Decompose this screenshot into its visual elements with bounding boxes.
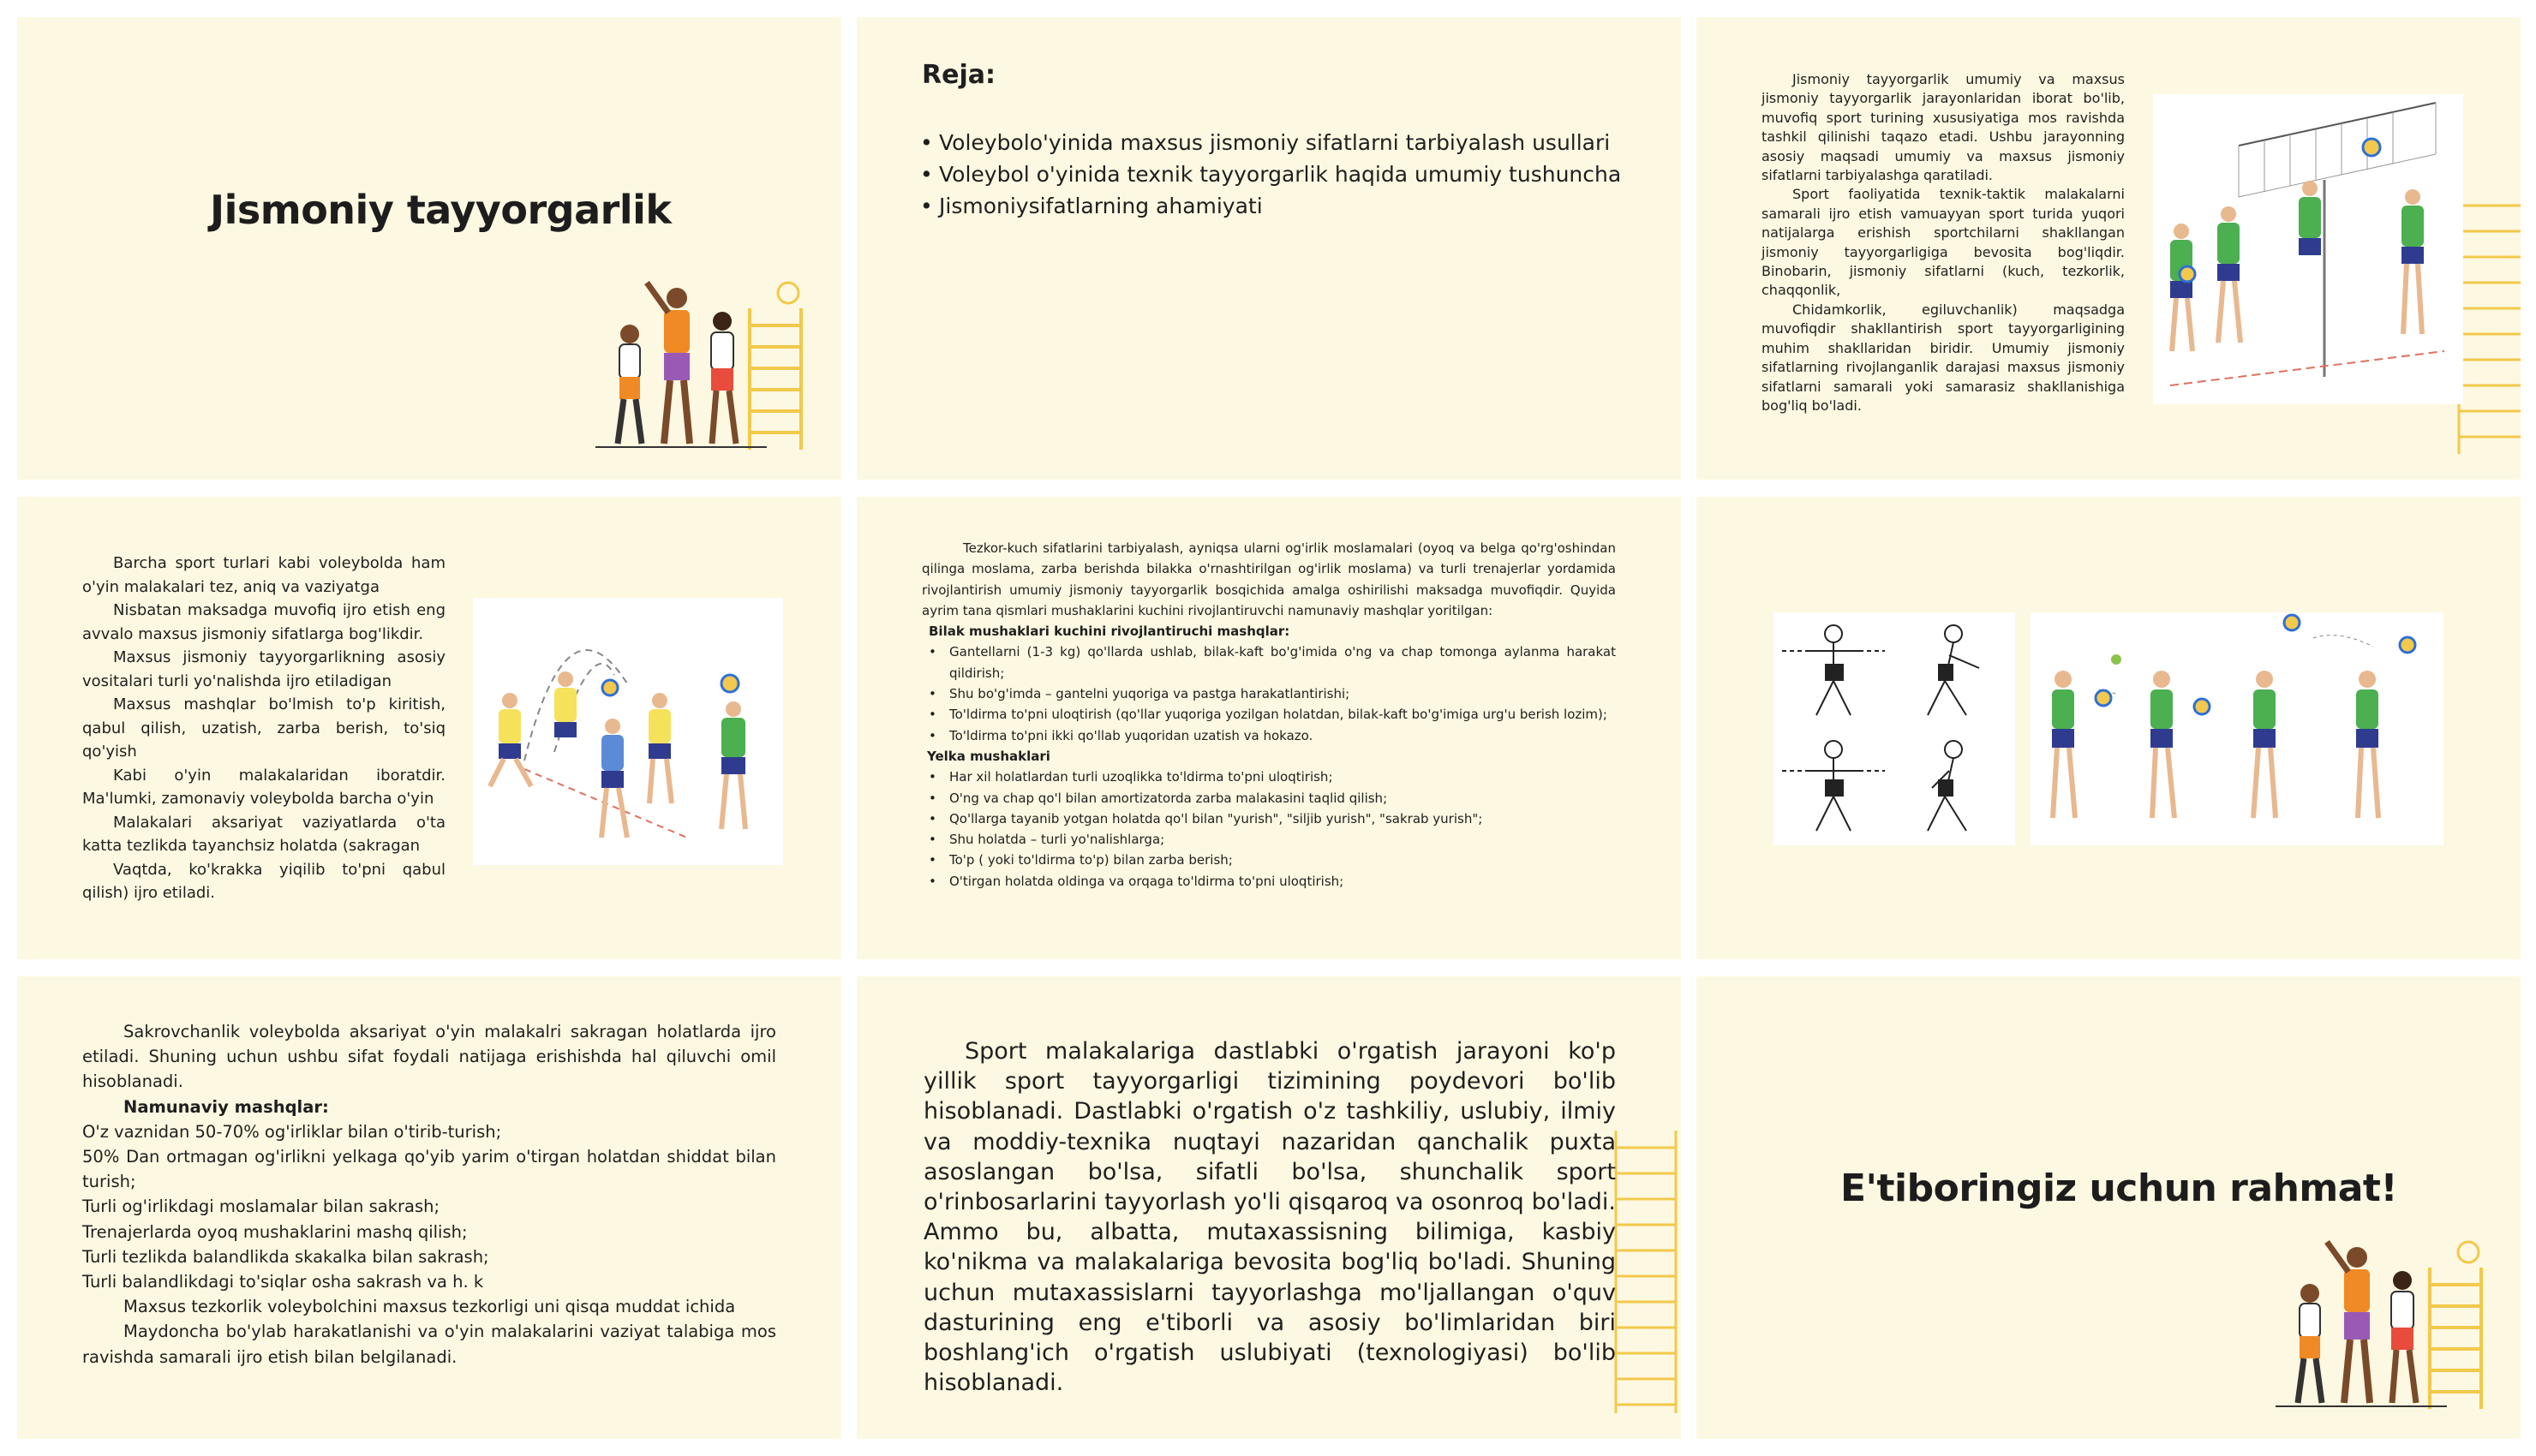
slide-5[interactable] <box>857 497 1681 959</box>
exercise-list <box>922 641 1616 745</box>
text-block <box>82 552 446 905</box>
list-item: • Shu holatda – turli yo'nalishlarga; <box>925 829 1616 850</box>
exercise-line: Turli tezlikda balandlikda skakalka bilan sakrash; <box>82 1246 489 1267</box>
paragraph: Vaqtda, ko'krakka yiqilib to'pni qabul qilish) ijro etiladi. <box>82 860 446 902</box>
paragraph: Maxsus mashqlar bo'lmish to'p kiritish, qabul qilish, uzatish, zarba berish, to'siq qo'yish <box>82 695 446 761</box>
plan-item: • Voleybolo'yinida maxsus jismoniy sifatlarni tarbiyalash usullari <box>917 127 1621 158</box>
text-block <box>82 1019 776 1369</box>
people-exercising-icon <box>595 274 827 454</box>
text-block <box>922 538 1616 892</box>
volleyball-pass-illustration <box>2031 612 2443 845</box>
slide-7[interactable] <box>17 976 841 1439</box>
body-text: Sport malakalariga dastlabki o'rgatish jarayoni ko'p yillik sport tayyorgarligi tizimining poydevori bo'lib hisoblanadi. Dastlabki o'rgatish o'z tashkiliy, uslubiy, ilmiy va moddiy-texnika nuqtayi nazaridan qanchalik puxta asoslangan bo'lsa, sifatli bo'lsa, shunchalik sport o'rinbosarlarini tayyorlash yo'li qisqaroq va osonroq bo'ladi. Ammo bu, albatta, mutaxassisning bilimiga, kasbiy ko'nikma va malakalariga bevosita bog'liq bo'ladi. Shuning uchun mutaxassislarni tayyorlashga mo'ljallangan o'quv dasturining eng e'tiborli va asosiy bo'limlaridan biri boshlang'ich o'rgatish uslubiyati (texnologiyasi) bo'lib hisoblanadi. <box>924 1038 1616 1397</box>
paragraph: Maydoncha bo'ylab harakatlanishi va o'yin malakalarini vaziyat talabiga mos ravishda samarali ijro etish bilan belgilanadi. <box>82 1322 776 1367</box>
exercise-list <box>922 767 1616 892</box>
slide-3[interactable] <box>1696 17 2521 480</box>
paragraph: Barcha sport turlari kabi voleybolda ham o'yin malakalari tez, aniq va vaziyatga <box>82 554 446 596</box>
exercise-sketch-illustration <box>1773 612 2015 845</box>
volleyball-block-illustration <box>2153 94 2463 404</box>
paragraph: Maxsus tezkorlik voleybolchini maxsus tezkorligi uni qisqa muddat ichida <box>123 1297 736 1317</box>
plan-item: • Voleybol o'yinida texnik tayyorgarlik haqida umumiy tushuncha <box>917 158 1621 190</box>
exercise-line: Turli og'irlikdagi moslamalar bilan sakrash; <box>82 1196 440 1217</box>
section-heading: Bilak mushaklari kuchini rivojlantiruchi mashqlar: <box>929 624 1290 640</box>
slide-6[interactable] <box>1696 497 2521 959</box>
slide-1[interactable] <box>17 17 841 480</box>
paragraph: Malakalari aksariyat vaziyatlarda o'ta katta tezlikda tayanchsiz holatda (sakragan <box>82 813 446 855</box>
slide-2[interactable] <box>857 17 1681 480</box>
intro-paragraph: Tezkor-kuch sifatlarini tarbiyalash, ayniqsa ularni og'irlik moslamalari (oyoq va belga qo'rg'oshindan qilinga moslama, zarba berishda bilakka o'rnashtirilgan og'irlik moslama) va turli trenajerlar yordamida rivojlantirish umumiy jismoniy tayyorgarlik bosqichida amalga oshirilishi maksadga muvofiqdir. Quyida ayrim tana qismlari mushaklarini kuchini rivojlantiruvchi namunaviy mashqlar yoritilgan: <box>922 540 1616 618</box>
section-heading: Yelka mushaklari <box>927 748 1050 764</box>
slide-8[interactable] <box>857 976 1681 1439</box>
plan-item: • Jismoniysifatlarning ahamiyati <box>917 190 1621 222</box>
list-item: • O'tirgan holatda oldinga va orqaga to'ldirma to'pni uloqtirish; <box>925 871 1616 892</box>
slide-title: Jismoniy tayyorgarlik <box>210 187 672 233</box>
paragraph: Jismoniy tayyorgarlik umumiy va maxsus jismoniy tayyorgarlik jarayonlaridan iborat bo'lib, muvofiq sport turining xususiyatiga mos ravishda tashkil qilinishi taqazo etadi. Ushbu jarayonning asosiy maqsadi umumiy va maxsus jismoniy sifatlarni tarbiyalashga qaratiladi. <box>1761 71 2125 184</box>
paragraph: Chidamkorlik, egiluvchanlik) maqsadga muvofiqdir shakllantirish sport tayyorgarligining muhim shakllaridan biridir. Umumiy jismoniy sifatlarning rivojlanganlik darajasi maxsus jismoniy sifatlarni samarali yoki samarasiz shakllanishiga bog'liq bo'ladi. <box>1761 301 2125 414</box>
section-heading: Namunaviy mashqlar: <box>123 1096 329 1117</box>
paragraph: Kabi o'yin malakalaridan iboratdir. Ma'lumki, zamonaviy voleybolda barcha o'yin <box>82 766 446 808</box>
plan-list <box>917 127 1621 222</box>
people-exercising-icon <box>2276 1233 2507 1413</box>
volleyball-players-illustration <box>473 598 783 865</box>
wall-bars-icon <box>1611 1131 1681 1413</box>
list-item: • Gantellarni (1-3 kg) qo'llarda ushlab, bilak-kaft bo'g'imida o'ng va chap tomonga aylanma harakat qildirish; <box>925 641 1616 683</box>
plan-heading: Reja: <box>922 60 996 90</box>
list-item: • Qo'llarga tayanib yotgan holatda qo'l bilan "yurish", "siljib yurish", "sakrab yurish"; <box>925 809 1616 829</box>
exercise-line: O'z vaznidan 50-70% og'irliklar bilan o'tirib-turish; <box>82 1121 502 1142</box>
list-item: • Shu bo'g'imda – gantelni yuqoriga va pastga harakatlantirishi; <box>925 683 1616 704</box>
exercise-line: Trenajerlarda oyoq mushaklarini mashq qilish; <box>82 1221 468 1242</box>
list-item: • To'ldirma to'pni ikki qo'llab yuqoridan uzatish va hokazo. <box>925 725 1616 746</box>
exercise-line: 50% Dan ortmagan og'irlikni yelkaga qo'yib yarim o'tirgan holatdan shiddat bilan turish; <box>82 1147 776 1192</box>
paragraph: Sport faoliyatida texnik-taktik malakalarni samarali ijro etish vamuayyan sport turida yuqori natijalarga erishish sportchilarni shakllangan jismoniy tayyorgarligiga bevosita bog'liqdir. Binobarin, jismoniy sifatlarni (kuch, tezkorlik, chaqqonlik, <box>1761 186 2125 299</box>
list-item: • Har xil holatlardan turli uzoqlikka to'ldirma to'pni uloqtirish; <box>925 767 1616 787</box>
list-item: • O'ng va chap qo'l bilan amortizatorda zarba malakasini taqlid qilish; <box>925 788 1616 809</box>
paragraph: Nisbatan maksadga muvofiq ijro etish eng avvalo maxsus jismoniy sifatlarga bog'likdir. <box>82 601 446 643</box>
paragraph: Sakrovchanlik voleybolda aksariyat o'yin malakalri sakragan holatlarda ijro etiladi. Shuning uchun ushbu sifat foydali natijaga erishishda hal qiluvchi omil hisoblanadi. <box>82 1022 776 1092</box>
closing-title: E'tiboringiz uchun rahmat! <box>1840 1167 2398 1210</box>
slide-9[interactable] <box>1696 976 2521 1439</box>
exercise-line: Turli balandlikdagi to'siqlar osha sakrash va h. k <box>82 1272 484 1292</box>
list-item: • To'p ( yoki to'ldirma to'p) bilan zarba berish; <box>925 850 1616 870</box>
text-block <box>1761 70 2125 415</box>
list-item: • To'ldirma to'pni uloqtirish (qo'llar yuqoriga yozilgan holatdan, bilak-kaft bo'g'imiga urg'u berish lozim); <box>925 704 1616 725</box>
slide-4[interactable] <box>17 497 841 959</box>
paragraph: Maxsus jismoniy tayyorgarlikning asosiy vositalari turli yo'nalishda ijro etiladigan <box>82 648 446 690</box>
